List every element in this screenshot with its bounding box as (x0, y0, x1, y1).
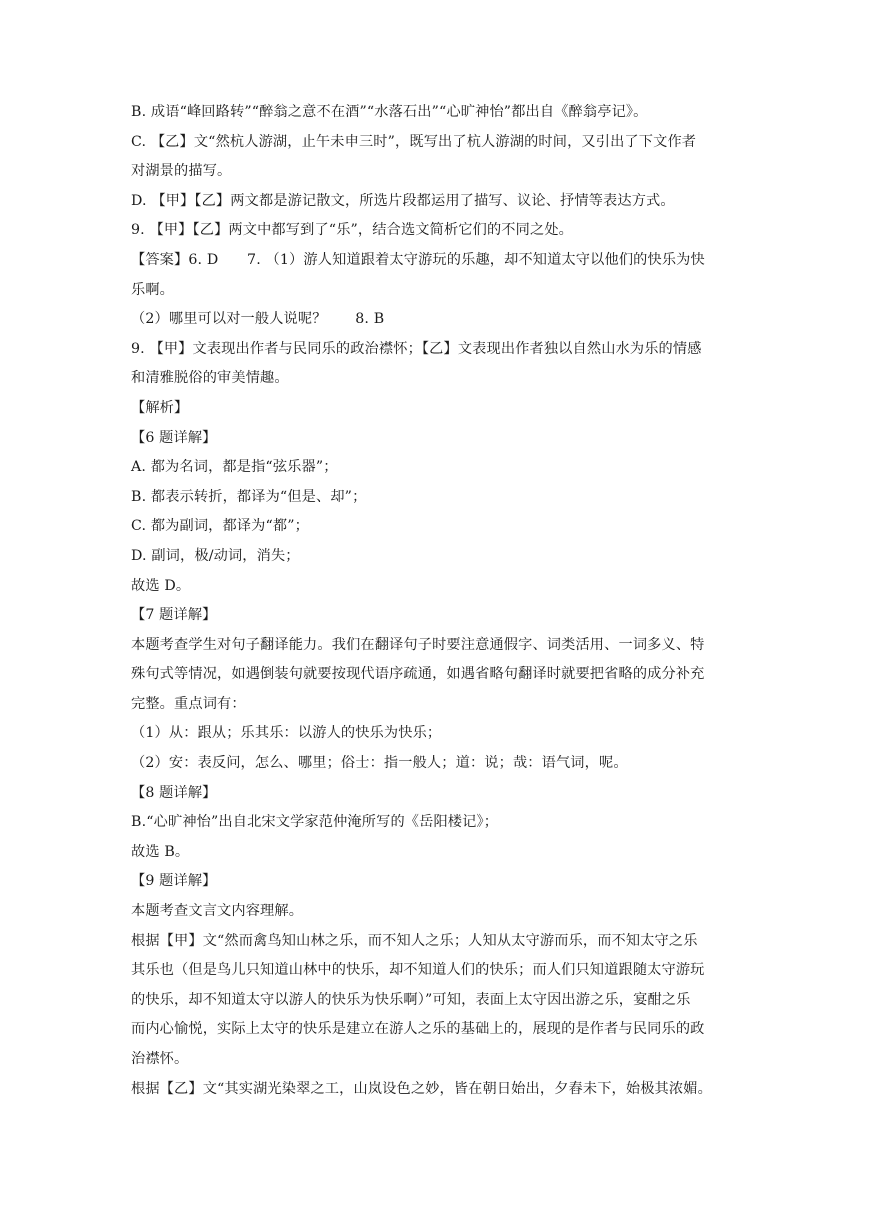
q9-paragraph-line-3: 的快乐，却不知道太守以游人的快乐为快乐啊）”可知，表面上太守因出游之乐，宴酣之乐 (131, 991, 691, 1008)
q9-paragraph-line-1: 根据【甲】文“然而禽鸟知山林之乐，而不知人之乐；人知从太守游而乐，而不知太守之乐 (131, 932, 698, 949)
q6-item-c: C. 都为副词，都译为“都”； (131, 518, 310, 535)
option-c-line: C. 【乙】文“然杭人游湖，止午未申三时”，既写出了杭人游湖的时间，又引出了下文作者 (131, 133, 697, 150)
q6-conclusion: 故选 D。 (131, 577, 191, 594)
answer-9-line: 9. 【甲】文表现出作者与民同乐的政治襟怀；【乙】文表现出作者独以自然山水为乐的情感 (131, 340, 702, 357)
q7-paragraph-line-2: 殊句式等情况，如遇倒装句就要按现代语序疏通，如遇省略句翻译时就要把省略的成分补充 (131, 666, 705, 683)
q9-paragraph-line-5: 治襟怀。 (131, 1051, 189, 1067)
q7-keyword-1: （1）从：跟从；乐其乐：以游人的快乐为快乐； (131, 725, 442, 742)
q7-paragraph-line-1: 本题考查学生对句子翻译能力。我们在翻译句子时要注意通假字、词类活用、一词多义、特 (131, 636, 705, 653)
q6-item-a: A. 都为名词，都是指“弦乐器”； (131, 459, 338, 476)
answer-line-continued: 乐啊。 (131, 281, 175, 298)
q8-conclusion: 故选 B。 (131, 843, 190, 860)
q9-yi-paragraph-line-1: 根据【乙】文“其实湖光染翠之工，山岚设色之妙，皆在朝日始出，夕舂未下，始极其浓媚。 (131, 1080, 712, 1097)
question-9-line: 9. 【甲】【乙】两文中都写到了“乐”，结合选文简析它们的不同之处。 (131, 222, 573, 239)
q6-detail-heading: 【6 题详解】 (131, 429, 217, 446)
answer-7-2-line: （2）哪里可以对一般人说呢？ 8. B (131, 311, 385, 328)
q7-detail-heading: 【7 题详解】 (131, 607, 217, 624)
q9-intro: 本题考查文言文内容理解。 (131, 903, 304, 920)
q6-item-b: B. 都表示转折，都译为“但是、却”； (131, 488, 367, 505)
q6-item-d: D. 副词，极/动词，消失； (131, 547, 300, 564)
answer-9-line-continued: 和清雅脱俗的审美情趣。 (131, 370, 289, 387)
q8-explanation: B.“心旷神怡”出自北宋文学家范仲淹所写的《岳阳楼记》； (131, 814, 499, 831)
option-b-line: B. 成语“峰回路转”“醉翁之意不在酒”“水落石出”“心旷神怡”都出自《醉翁亭记》。 (131, 104, 648, 120)
answer-line: 【答案】6. D 7. （1）游人知道跟着太守游玩的乐趣，却不知道太守以他们的快乐为快 (131, 251, 705, 268)
q7-keyword-2: （2）安：表反问，怎么、哪里；俗士：指一般人；道：说；哉：语气词，呢。 (131, 755, 628, 772)
q9-paragraph-line-2: 其乐也（但是鸟儿只知道山林中的快乐，却不知道人们的快乐；而人们只知道跟随太守游玩 (131, 962, 705, 979)
analysis-heading: 【解析】 (131, 399, 189, 416)
document-page (131, 98, 741, 1104)
q8-detail-heading: 【8 题详解】 (131, 784, 217, 801)
option-c-line-continued: 对湖景的描写。 (131, 163, 232, 180)
q9-detail-heading: 【9 题详解】 (131, 873, 217, 890)
option-d-line: D. 【甲】【乙】两文都是游记散文，所选片段都运用了描写、议论、抒情等表达方式。 (131, 192, 675, 209)
q7-paragraph-line-3: 完整。重点词有： (131, 695, 246, 712)
q9-paragraph-line-4: 而内心愉悦，实际上太守的快乐是建立在游人之乐的基础上的，展现的是作者与民同乐的政 (131, 1021, 705, 1038)
